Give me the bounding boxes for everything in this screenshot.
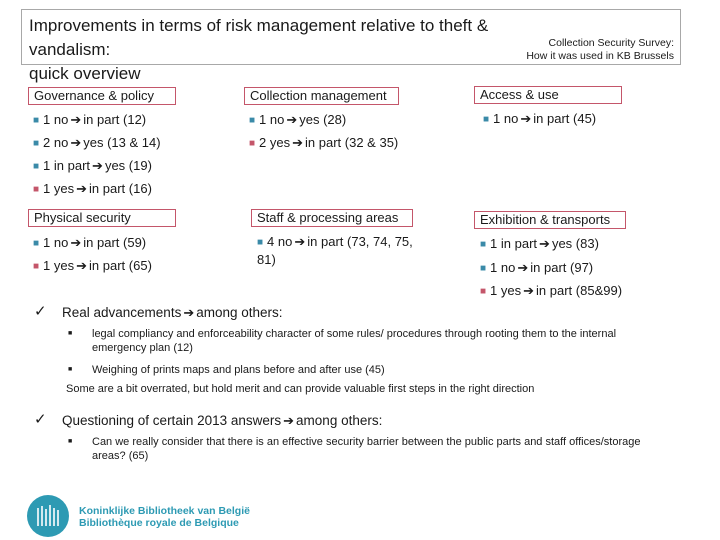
heading-collection: Collection management — [244, 87, 399, 105]
arrow-right-icon: ➔ — [283, 413, 295, 428]
arrow-right-icon: ➔ — [292, 135, 304, 150]
arrow-right-icon: ➔ — [286, 112, 298, 127]
bullet-icon: ■ — [483, 114, 490, 125]
checkmark-icon: ✓ — [34, 411, 47, 428]
bullet-icon: ■ — [249, 138, 256, 149]
bullet-icon: ■ — [480, 263, 487, 274]
collection-item-2: ■ 2 yes ➔ in part (32 & 35) — [249, 135, 399, 150]
square-bullet-icon: ■ — [68, 366, 73, 373]
access-item-1: ■ 1 no ➔ in part (45) — [483, 111, 597, 126]
checkmark-icon: ✓ — [34, 303, 47, 320]
heading-access: Access & use — [474, 86, 622, 104]
governance-item-1: ■ 1 no ➔ in part (12) — [33, 112, 147, 127]
subtitle-line-2: How it was used in KB Brussels — [526, 50, 674, 62]
arrow-right-icon: ➔ — [539, 236, 550, 251]
heading-staff: Staff & processing areas — [251, 209, 413, 227]
library-logo-icon — [26, 494, 70, 538]
advancement-note: Some are a bit overrated, but hold merit and can provide valuable first steps in the right direction — [66, 383, 535, 395]
questioning-lead: Questioning of certain 2013 answers ➔ among others: — [62, 413, 383, 428]
bullet-icon: ■ — [33, 238, 40, 249]
arrow-right-icon: ➔ — [76, 258, 88, 273]
bullet-icon: ■ — [33, 138, 40, 149]
governance-item-4: ■ 1 yes ➔ in part (16) — [33, 181, 152, 196]
heading-governance: Governance & policy — [28, 87, 176, 105]
staff-item-1: ■ 4 no ➔ in part (73, 74, 75, 81) — [257, 234, 413, 267]
arrow-right-icon: ➔ — [520, 111, 532, 126]
arrow-right-icon: ➔ — [70, 135, 82, 150]
arrow-right-icon: ➔ — [70, 112, 82, 127]
bullet-icon: ■ — [480, 239, 487, 250]
logo-text — [79, 505, 250, 529]
exhibition-item-3: ■ 1 yes ➔ in part (85&99) — [480, 283, 623, 298]
logo-line-2: Bibliothèque royale de Belgique — [79, 517, 239, 529]
bullet-icon: ■ — [33, 115, 40, 126]
square-bullet-icon: ■ — [68, 438, 73, 445]
physical-item-1: ■ 1 no ➔ in part (59) — [33, 235, 147, 250]
bullet-icon: ■ — [257, 237, 264, 248]
arrow-right-icon: ➔ — [70, 235, 82, 250]
arrow-right-icon: ➔ — [76, 181, 88, 196]
subtitle-line-1: Collection Security Survey: — [548, 37, 674, 49]
advancement-point-1: legal compliancy and enforceability character of some rules/ procedures through rooting them to the internal emergency plan (12) — [92, 328, 617, 354]
governance-item-2: ■ 2 no ➔ yes (13 & 14) — [33, 135, 161, 150]
bullet-icon: ■ — [33, 184, 40, 195]
bullet-icon: ■ — [33, 161, 40, 172]
exhibition-item-2: ■ 1 no ➔ in part (97) — [480, 260, 594, 275]
collection-item-1: ■ 1 no ➔ yes (28) — [249, 112, 347, 127]
title-line-1: Improvements in terms of risk management relative to theft & vandalism: — [29, 16, 489, 59]
governance-item-3: ■ 1 in part ➔ yes (19) — [33, 158, 152, 173]
arrow-right-icon: ➔ — [517, 260, 529, 275]
advancement-point-2: Weighing of prints maps and plans before and after use (45) — [92, 364, 385, 376]
logo-line-1: Koninklijke Bibliotheek van België — [79, 505, 250, 517]
advancements-lead: Real advancements ➔ among others: — [62, 305, 283, 320]
bullet-icon: ■ — [33, 261, 40, 272]
physical-item-2: ■ 1 yes ➔ in part (65) — [33, 258, 152, 273]
bullet-icon: ■ — [249, 115, 256, 126]
bullet-icon: ■ — [480, 286, 487, 297]
questioning-point-1: Can we really consider that there is an effective security barrier between the public parts and staff offices/storage areas? (65) — [92, 436, 641, 462]
slide-subtitle — [526, 37, 674, 63]
slide-title — [29, 14, 549, 86]
title-line-2: quick overview — [29, 64, 141, 83]
arrow-right-icon: ➔ — [92, 158, 103, 173]
square-bullet-icon: ■ — [68, 330, 73, 337]
exhibition-item-1: ■ 1 in part ➔ yes (83) — [480, 236, 599, 251]
arrow-right-icon: ➔ — [523, 283, 535, 298]
arrow-right-icon: ➔ — [294, 234, 306, 249]
heading-exhibition: Exhibition & transports — [474, 211, 626, 229]
arrow-right-icon: ➔ — [183, 305, 195, 320]
heading-physical: Physical security — [28, 209, 176, 227]
